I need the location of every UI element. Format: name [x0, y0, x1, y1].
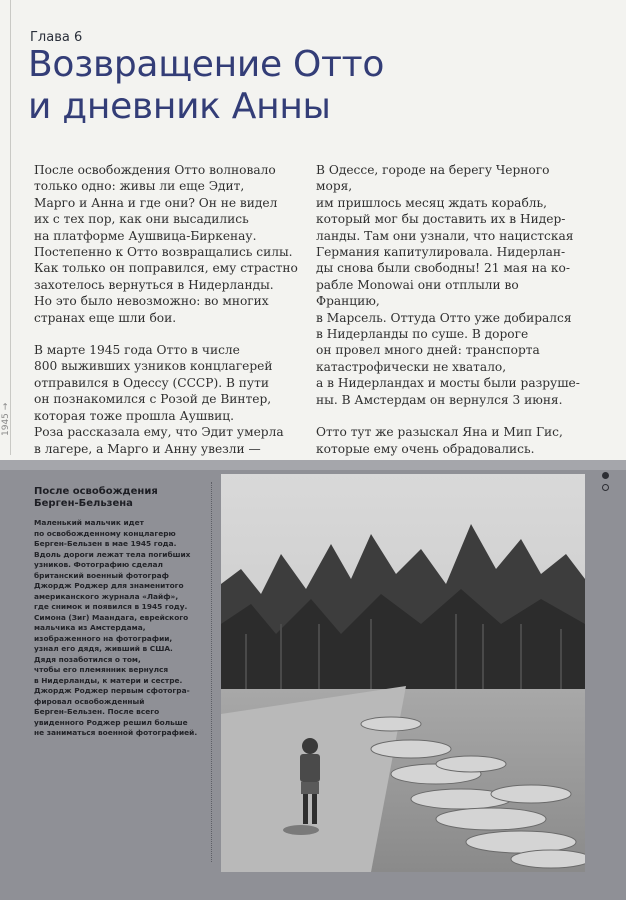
year-marker: 1945 → — [1, 402, 11, 436]
photo-illustration — [221, 474, 585, 872]
pager-dot-active — [602, 472, 609, 479]
left-text-column — [34, 162, 299, 489]
paragraph: В Одессе, городе на берегу Черного моря, им пришлось месяц ждать корабль, который мог бы доставить их в Нидер- ланды. Там они узнали, что нацистская Германия капитулировала. Нидерлан- ды снова были свободны! 21 мая на ко- рабле Monowai они отплыли во Францию, в Марсель. Оттуда Отто уже добирался в Нидерланды по суше. В дороге он провел много дней: транспорта катастрофически не хватало, а в Нидерландах и мосты были разруше- ны. В Амстердам он вернулся 3 июня. — [316, 163, 580, 407]
paragraph: В марте 1945 года Отто в числе 800 выживших узников концлагерей отправился в Одессу (СССР). В пути он познакомился с Розой де Винтер, которая тоже прошла Аушвиц. Роза рассказала ему, что Эдит умерла в лагере, а Марго и Анну увезли — — [34, 343, 284, 456]
pager-dot-inactive — [602, 484, 609, 491]
caption-body: Маленький мальчик идет по освобожденному концлагерю Берген-Бельзен в мае 1945 года. Вдоль дороги лежат тела погибших узников. Фотографию сделал британский военный фотограф Джордж Роджер для знаменитого американского журнала «Лайф», где снимок и появился в 1945 году. Симона (Зиг) Маандага, еврейского мальчика из Амстердама, изображенного на фотографии, узнал его дядя, живший в США. Дядя позаботился о том, чтобы его племянник вернулся в Нидерланды, к матери и сестре. Джордж Роджер первым сфотогра- фировал освобожденный Берген-Бельзен. После всего увиденного Роджер решил больше не заниматься военной фотографией. — [34, 518, 198, 737]
chapter-title: Возвращение Отто и дневник Анны — [28, 44, 385, 127]
photo-bergen-belsen — [221, 474, 585, 872]
caption-divider — [211, 482, 212, 862]
paragraph: Отто тут же разыскал Яна и Мип Гис, которые ему очень обрадовались. — [316, 425, 563, 456]
chapter-label: Глава 6 — [30, 30, 83, 45]
panel-edge — [0, 460, 626, 470]
paragraph: После освобождения Отто волновало только одно: живы ли еще Эдит, Марго и Анна и где они? Он не видел их с тех пор, как они высадились на платформе Аушвица-Биркенау. Постепенно к Отто возвращались силы. Как только он поправился, ему страстно захотелось вернуться в Нидерланды. Но это было невозможно: во многих странах еще шли бои. — [34, 163, 298, 325]
photo-pager — [602, 472, 609, 496]
caption-heading: После освобождения Берген-Бельзена — [34, 486, 158, 509]
